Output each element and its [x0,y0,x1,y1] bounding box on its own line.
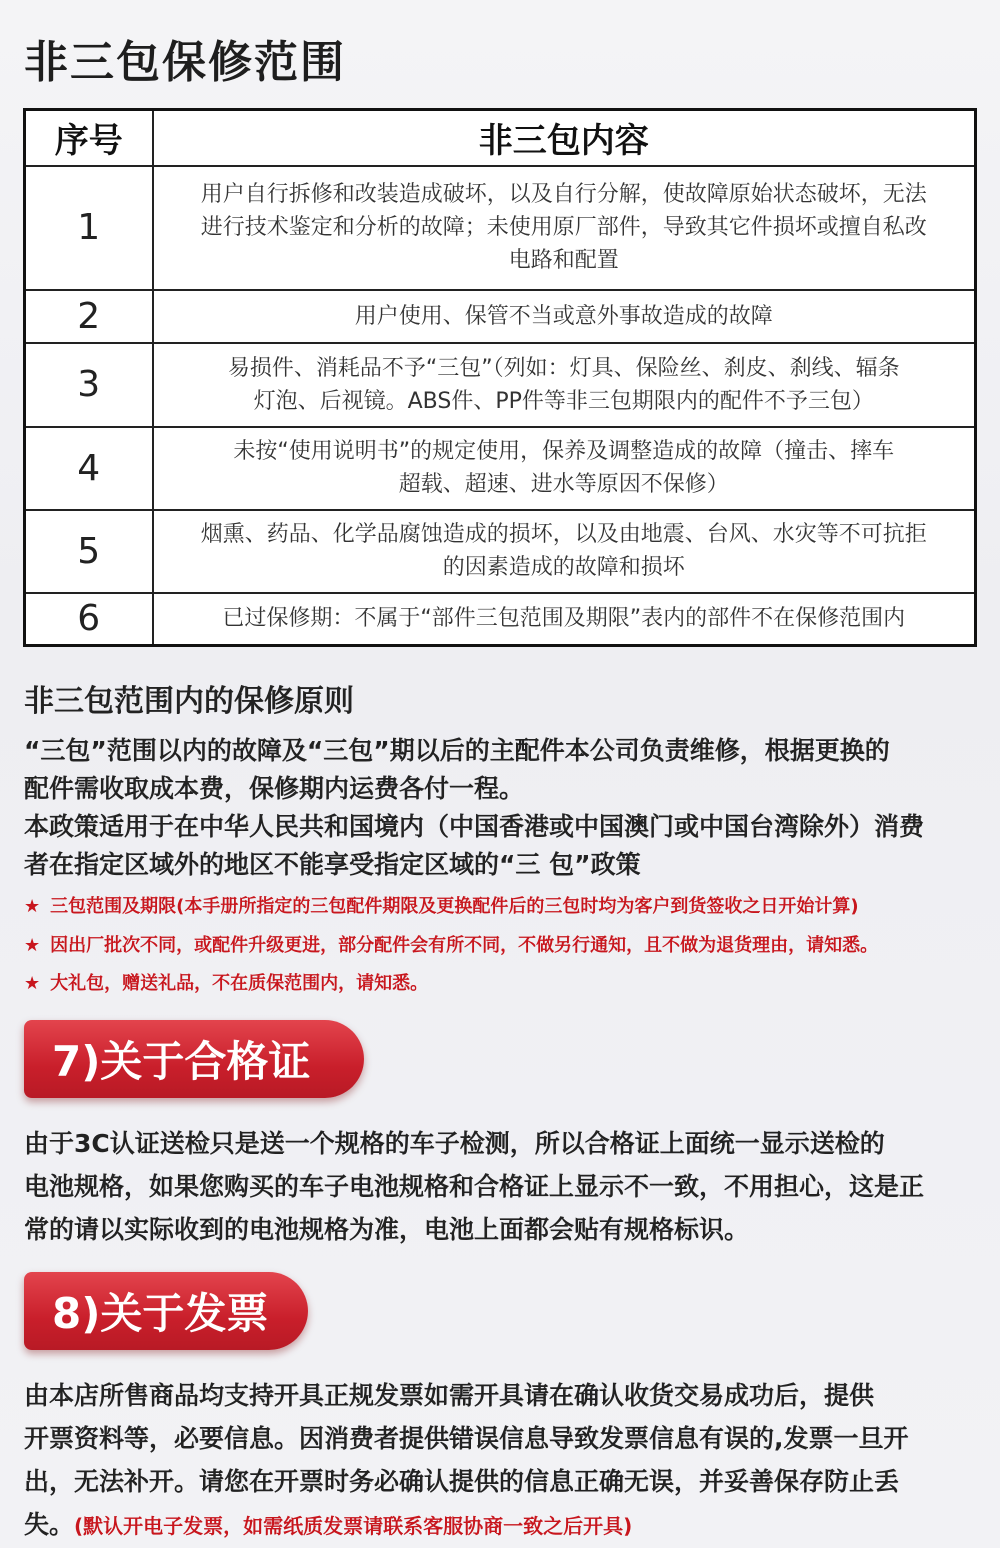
row-number: 2 [25,290,153,343]
row-line: 易损件、消耗品不予“三包”（列如：灯具、保险丝、刹皮、刹线、辐条 [227,355,900,381]
star-icon: ★ [24,973,41,994]
table-row [25,343,976,427]
row-line: 未按“使用说明书”的规定使用，保养及调整造成的故障（撞击、摔车 [233,439,895,464]
table-row [25,166,976,290]
row-number: 6 [25,593,153,646]
row-line: 进行技术鉴定和分析的故障；未使用原厂部件，导致其它件损坏或擅自私改 [200,215,927,240]
invoice-section-badge: 8)关于发票 [24,1272,308,1350]
row-content [153,166,976,290]
table-row [25,593,976,646]
certificate-paragraph [24,1122,982,1251]
header-content: 非三包内容 [153,110,976,166]
row-content [153,593,976,646]
row-content [153,510,976,593]
note-item [24,931,878,957]
paragraph-line: 由本店所售商品均支持开具正规发票如需开具请在确认收货交易成功后，提供 [24,1381,875,1410]
paragraph-line: 开票资料等，必要信息。因消费者提供错误信息导致发票信息有误的,发票一旦开 [24,1424,909,1453]
e-invoice-note: (默认开电子发票，如需纸质发票请联系客服协商一致之后开具) [74,1514,633,1538]
star-icon: ★ [24,896,41,917]
paragraph-line: “三包”范围以内的故障及“三包”期以后的主配件本公司负责维修，根据更换的 [24,736,890,765]
paragraph-line: 本政策适用于在中华人民共和国境内（中国香港或中国澳门或中国台湾除外）消费 [24,812,925,841]
header-number: 序号 [25,110,153,166]
paragraph-line: 配件需收取成本费，保修期内运费各付一程。 [24,774,525,803]
paragraph-line: 电池规格，如果您购买的车子电池规格和合格证上显示不一致，不用担心，这是正 [24,1172,925,1201]
row-line: 灯泡、后视镜。ABS件、PP件等非三包期限内的配件不予三包） [253,388,874,414]
row-line: 用户自行拆修和改装造成破坏，以及自行分解，使故障原始状态破坏，无法 [200,182,927,207]
principles-paragraph [24,732,982,884]
row-line: 的因素造成的故障和损坏 [442,555,685,580]
certificate-section-badge: 7)关于合格证 [24,1020,364,1098]
paragraph-line: 由于3C认证送检只是送一个规格的车子检测，所以合格证上面统一显示送检的 [24,1129,885,1158]
table-row [25,427,976,510]
note-text: 大礼包，赠送礼品，不在质保范围内，请知悉。 [50,973,429,994]
note-item [24,892,859,918]
row-line: 已过保修期：不属于“部件三包范围及期限”表内的部件不在保修范围内 [222,606,906,632]
row-line: 电路和配置 [508,248,619,273]
table-header-row [25,110,976,166]
non-warranty-table [23,108,977,647]
row-number: 5 [25,510,153,593]
row-content [153,343,976,427]
row-number: 3 [25,343,153,427]
note-item [24,969,428,995]
invoice-paragraph [24,1374,982,1548]
paragraph-text: 失。 [24,1510,75,1539]
principles-title: 非三包范围内的保修原则 [24,684,354,719]
note-text: 三包范围及期限(本手册所指定的三包配件期限及更换配件后的三包时均为客户到货签收之日开始计算) [50,896,859,917]
row-line: 烟熏、药品、化学品腐蚀造成的损坏，以及由地震、台风、水灾等不可抗拒 [200,522,927,547]
row-content [153,427,976,510]
page-title: 非三包保修范围 [24,37,346,88]
row-number: 4 [25,427,153,510]
paragraph-line [24,1503,982,1548]
row-line: 超载、超速、进水等原因不保修） [398,472,729,497]
row-line: 用户使用、保管不当或意外事故造成的故障 [354,303,773,329]
table-row [25,510,976,593]
table-row [25,290,976,343]
row-content [153,290,976,343]
paragraph-line: 出，无法补开。请您在开票时务必确认提供的信息正确无误，并妥善保存防止丢 [24,1467,900,1496]
star-icon: ★ [24,935,41,956]
note-text: 因出厂批次不同，或配件升级更进，部分配件会有所不同，不做另行通知，且不做为退货理由，请知悉。 [50,935,879,956]
paragraph-line: 者在指定区域外的地区不能享受指定区域的“三 包”政策 [24,850,641,879]
paragraph-line: 常的请以实际收到的电池规格为准，电池上面都会贴有规格标识。 [24,1215,750,1244]
row-number: 1 [25,166,153,290]
